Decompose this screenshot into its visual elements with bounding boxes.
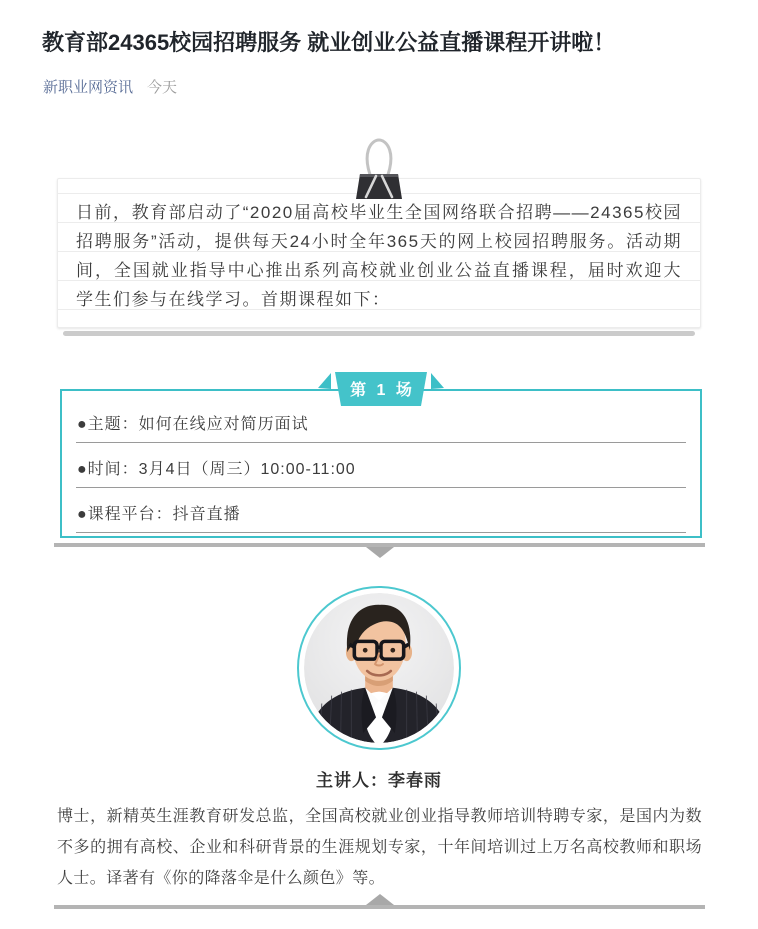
speaker-name: 主讲人：李春雨 bbox=[316, 771, 442, 790]
speaker-portrait bbox=[304, 593, 454, 743]
section-divider-down bbox=[54, 543, 705, 547]
speaker-bio: 博士，新精英生涯教育研发总监，全国高校就业创业指导教师培训特聘专家，是国内为数不多的拥有高校、企业和科研背景的生涯规划专家，十年间培训过上万名高校教师和职场人士。译著有《你的降落伞是什么颜色》等。 bbox=[57, 808, 702, 887]
paper-stack-shadow bbox=[63, 331, 695, 336]
triangle-down-icon bbox=[366, 547, 394, 558]
page-title: 教育部24365校园招聘服务 就业创业公益直播课程开讲啦！ bbox=[42, 30, 616, 55]
session-item-topic: ●主题：如何在线应对简历面试 bbox=[76, 415, 686, 443]
account-link[interactable]: 新职业网资讯 bbox=[43, 79, 134, 96]
triangle-up-icon bbox=[366, 894, 394, 905]
session-card bbox=[60, 381, 702, 538]
section-divider-up bbox=[54, 905, 705, 909]
intro-paragraph: 日前，教育部启动了“2020届高校毕业生全国网络联合招聘——24365校园招聘服务”活动，提供每天24小时全年365天的网上校园招聘服务。活动期间，全国就业指导中心推出系列高校就业创业公益直播课程，届时欢迎大学生们参与在线学习。首期课程如下： bbox=[76, 203, 682, 309]
article-meta bbox=[43, 78, 177, 98]
publish-date: 今天 bbox=[147, 79, 178, 96]
speaker-avatar bbox=[297, 586, 461, 750]
binder-clip-icon bbox=[343, 137, 415, 201]
intro-note bbox=[57, 178, 701, 328]
session-badge bbox=[318, 372, 444, 406]
session-badge-label: 第 1 场 bbox=[350, 381, 415, 399]
session-item-time: ●时间：3月4日（周三）10:00-11:00 bbox=[76, 460, 686, 488]
session-item-platform: ●课程平台：抖音直播 bbox=[76, 505, 686, 533]
